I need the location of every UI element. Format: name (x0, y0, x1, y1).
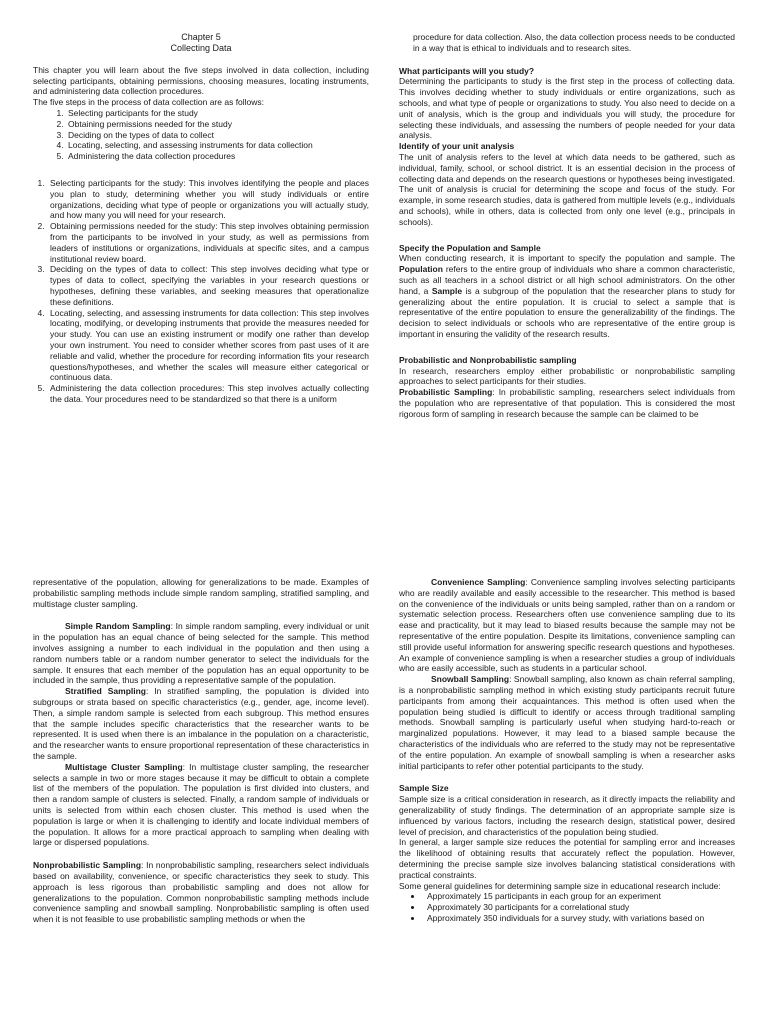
list-item: 4. Locating, selecting, and assessing instruments for data collection: This step involves locating, modifying, or developing instruments that provide the measures needed for your study. You can use an existing instrument or modify one rather than develop your own instrument. You need to consider whether scores from past uses of it are reliable and valid, whether the procedure for recording information fits your research questions/hypotheses, and whether the scales will measure either categorical or continuous data. (47, 308, 369, 384)
paragraph: Determining the participants to study is the first step in the process of collecting data. This involves deciding whether to study individuals or entire organizations, such as schools, and what type of people or organizations to study. You also need to decide on a unit of analysis, which is the group and individuals you will study, the procedure for selecting these individuals, and assessing the numbers of people needed for your data analysis. (399, 76, 735, 141)
term-population: Population (399, 264, 443, 275)
steps-list (33, 108, 369, 162)
list-item: 2. Obtaining permissions needed for the study: This step involves obtaining permission from the participants to be involved in your study, as well as permissions from leaders of institutions or organizations, individuals at specific sites, and a campus institutional review board. (47, 221, 369, 264)
list-item: 5. Administering the data collection procedures (66, 151, 369, 162)
term-simple-random: Simple Random Sampling (65, 621, 171, 632)
section-heading: Specify the Population and Sample (399, 242, 541, 253)
list-item: 5. Administering the data collection procedures: This step involves actually collecting the data. Your procedures need to be standardized so that there is a uniform (47, 383, 369, 405)
text: : Snowball sampling, also known as chain referral sampling, is a nonprobabilistic sampling method in which existing study participants recruit future participants from among their acquaintances. This method is often used when the population being studied is difficult to identify or access through traditional sampling methods. Snowball sampling is particularly useful when studying hard-to-reach or marginalized populations. However, it may lead to a biased sample because the characteristics of the individuals who are referred to the study may not be representative of the entire population. An example of snowball sampling is when a researcher asks initial participants to refer other potential participants to the study. (399, 674, 735, 771)
paragraph: representative of the population, allowing for generalizations to be made. Examples of probabilistic sampling methods include simple random sampling, stratified sampling, and multistage cluster sampling. (33, 577, 369, 609)
term-sample: Sample (431, 285, 463, 296)
page-gap (0, 512, 768, 568)
text: : In multistage cluster sampling, the researcher selects a sample in two or more stages because it may be difficult to obtain a complete list of the members of the population. The population is first divided into clusters, and then a random sample of clusters is selected. Finally, a random sample of individuals or units is selected from within each chosen cluster. This method is used when the population is large or when it is challenging to identify and locate individual members of the population. It allows for a more practical approach to sampling when dealing with large or dispersed populations. (33, 761, 370, 848)
paragraph (399, 253, 735, 339)
paragraph: Sample size is a critical consideration in research, as it directly impacts the reliability and generalizability of study findings. The determination of an appropriate sample size is influenced by various factors, including the research design, statistical power, desired level of precision, and characteristics of the population being studied. (399, 794, 735, 837)
list-item: 1. Selecting participants for the study: This involves identifying the people and places you plan to study, determining whether you will study individuals or entire organizations, deciding what type of people or organizations you will actually study, and how many you will need for your research. (47, 178, 369, 221)
text: : In stratified sampling, the population is divided into subgroups or strata based on specific characteristics (e.g., gender, age, income level). Then, a simple random sample is selected from each subgroup. This method ensures that the sample includes specific characteristics that the researcher wants to be represented. It is used when there is an imbalance in the population on a characteristic, and the researcher wants to ensure proportional representation of these characteristics in the sample. (33, 686, 369, 761)
page1-right-column (399, 32, 735, 420)
text: : In nonprobabilistic sampling, researchers select individuals based on availability, convenience, or specific characteristics they seek to study. This approach is less rigorous than probabilistic sampling and does not allow for generalizations to the population. Common nonprobabilistic sampling methods include convenience sampling and snowball sampling. Nonprobabilistic sampling is often used when it is not feasible to use probabilistic sampling methods or when the (33, 860, 369, 925)
text: : In simple random sampling, every individual or unit in the population has an equal chance of being selected for the sample. This method involves assigning a number to each individual in the population and then using a random numbers table or a random number generator to select the individuals for the sample. It ensures that each member of the population has an equal opportunity to be included in the sample, thus providing a representative sample of the population. (33, 621, 369, 686)
text: : In probabilistic sampling, researchers select individuals from the population who are representative of that population. This is considered the most rigorous form of sampling in research because the sample can be claimed to be (399, 387, 735, 419)
paragraph (33, 762, 369, 848)
paragraph: Some general guidelines for determining sample size in educational research include: (399, 880, 721, 891)
list-item: 4. Locating, selecting, and assessing instruments for data collection (66, 140, 369, 151)
term-multistage: Multistage Cluster Sampling (65, 761, 183, 772)
term-snowball: Snowball Sampling (431, 674, 510, 685)
list-item: • Approximately 15 participants in each group for an experiment (423, 891, 735, 902)
section-heading: What participants will you study? (399, 65, 535, 76)
continuation-text: procedure for data collection. Also, the data collection process needs to be conducted in a way that is ethical to individuals and to research sites. (413, 32, 735, 53)
term-stratified: Stratified Sampling (65, 686, 146, 697)
paragraph: In general, a larger sample size reduces the potential for sampling error and increases the likelihood of obtaining results that accurately reflect the population. However, determining the precise sample size involves balancing statistical considerations with practical constraints. (399, 837, 735, 880)
term-nonprobabilistic: Nonprobabilistic Sampling (33, 860, 142, 871)
list-item: • Approximately 350 individuals for a survey study, with variations based on (423, 913, 735, 924)
section-heading: Probabilistic and Nonprobabilistic sampling (399, 354, 577, 365)
text: refers to the entire group of individuals who share a common characteristic, such as all teachers in a school district or all high school administrators. On the other hand, a (399, 264, 735, 296)
section-heading: Sample Size (399, 783, 449, 794)
section-heading: Identify of your unit analysis (399, 141, 515, 152)
term-probabilistic: Probabilistic Sampling (399, 387, 493, 398)
text: When conducting research, it is important to specify the population and sample. The (399, 253, 735, 264)
paragraph (33, 621, 369, 686)
list-item: 3. Deciding on the types of data to collect: This step involves deciding what type or types of data to collect, specifying the variables in your research questions or hypotheses, defining these variables, and seeking measures that operationalize these definitions. (47, 264, 369, 307)
paragraph: The unit of analysis refers to the level at which data needs to be gathered, such as individual, family, school, or school district. It is an essential decision in the process of collecting data and depends on the research questions or hypotheses being investigated. The unit of analysis is crucial for determining the scope and focus of the study. For example, in some research studies, data is gathered from multiple levels (e.g., individuals and schools), while in others, data is collected from only one level (e.g., principals in schools). (399, 151, 735, 227)
text: is a subgroup of the population that the researcher plans to study for generalizing about the entire population. It is crucial to select a sample that is representative of the entire population to ensure the generalizability of the findings. The decision to select individuals or schools who are representative of the entire group is important in ensuring the validity of the research results. (399, 285, 735, 339)
steps-detail-list (0, 178, 369, 405)
paragraph (33, 686, 369, 762)
page2-right-column (399, 577, 735, 924)
chapter-number: Chapter 5 (181, 32, 221, 42)
text: : Convenience sampling involves selecting participants who are readily available and easily accessible to the researcher. This method is based on the convenience of the individuals or units being sampled, rather than on a random or systematic selection process. Researchers often use convenience sampling due to its ease and practicality, but it may lead to biased results because the sample may not be representative of the entire population. Despite its limitations, convenience sampling can still provide useful information for answering specific research questions and hypotheses. An example of convenience sampling is when a researcher studies a group of individuals who are easily accessible, such as students in a particular school. (399, 577, 735, 674)
paragraph (399, 674, 735, 771)
list-item: • Approximately 30 participants for a correlational study (423, 902, 735, 913)
page1-left-column (33, 32, 369, 405)
paragraph (399, 387, 735, 419)
chapter-title: Collecting Data (170, 43, 232, 53)
paragraph (33, 860, 369, 925)
list-item: 2. Obtaining permissions needed for the study (66, 119, 369, 130)
intro-paragraph: This chapter you will learn about the five steps involved in data collection, including selecting participants, obtaining permissions, choosing measures, locating instruments, and administering data collection procedures. (33, 64, 369, 97)
term-convenience: Convenience Sampling (431, 577, 526, 587)
guidelines-list (399, 891, 735, 923)
page2-left-column (33, 577, 369, 925)
paragraph: In research, researchers employ either probabilistic or nonprobabilistic sampling approaches to select participants for their studies. (399, 365, 735, 387)
steps-intro: The five steps in the process of data collection are as follows: (33, 97, 265, 108)
paragraph (399, 577, 735, 674)
list-item: 3. Deciding on the types of data to collect (66, 130, 369, 141)
list-item: 1. Selecting participants for the study (66, 108, 369, 119)
